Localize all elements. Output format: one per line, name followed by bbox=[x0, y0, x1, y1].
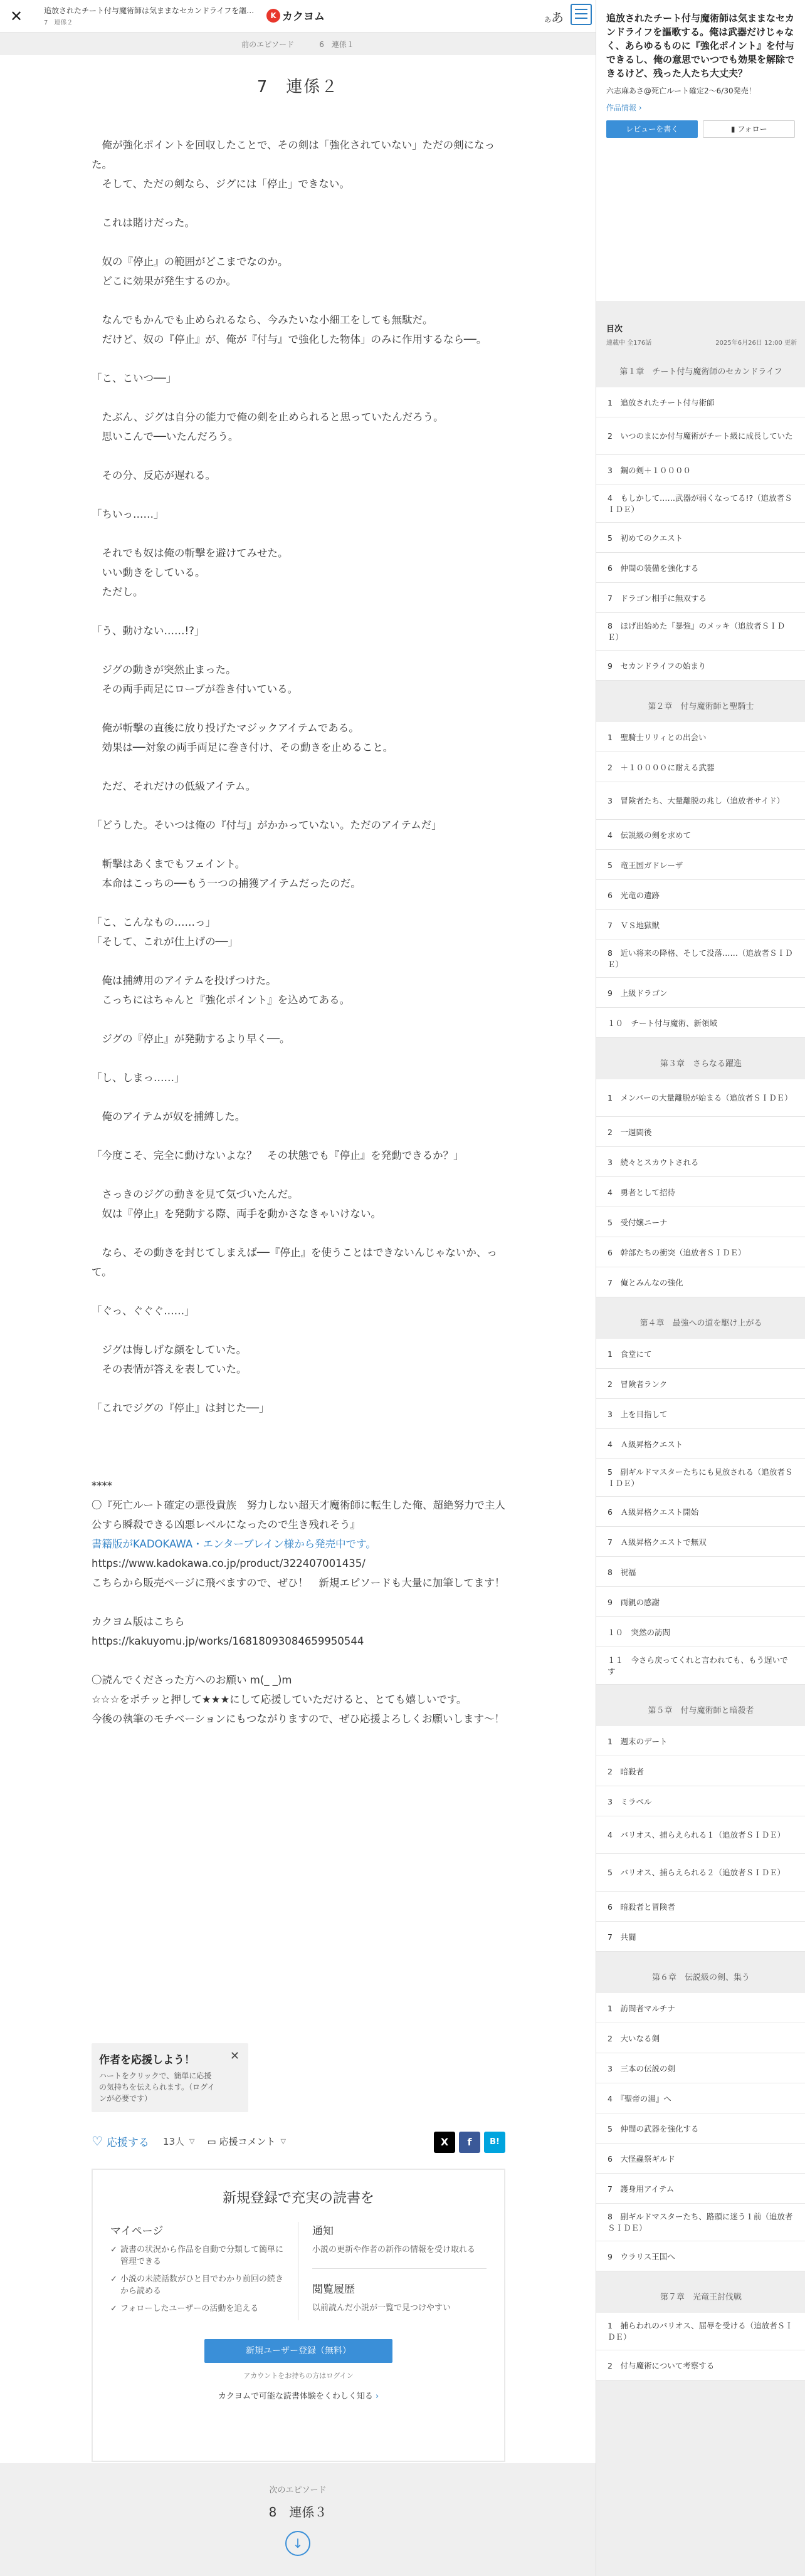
sidebar-work-header bbox=[596, 0, 805, 301]
toc-episode-link[interactable]: 9 ウラリス王国へ bbox=[596, 2241, 805, 2271]
toc-episode-link[interactable]: 9 セカンドライフの始まり bbox=[596, 651, 805, 681]
body-paragraph: 「これでジグの『停止』は封じた──」 bbox=[92, 1402, 270, 1414]
work-info-link[interactable]: 作品情報 › bbox=[606, 103, 642, 112]
body-paragraph: こっちにはちゃんと『強化ポイント』を込めてある。 bbox=[92, 994, 350, 1006]
body-paragraph bbox=[92, 233, 505, 252]
body-paragraph bbox=[92, 349, 505, 369]
toc-episode-link[interactable]: 5 仲間の武器を強化する bbox=[596, 2113, 805, 2144]
body-paragraph: ジグの動きが突然止まった。 bbox=[92, 664, 236, 676]
toc-episode-link[interactable]: 4 『聖帝の湯』へ bbox=[596, 2083, 805, 2113]
body-paragraph bbox=[92, 1457, 505, 1476]
body-paragraph: これは賭けだった。 bbox=[92, 217, 195, 229]
body-paragraph[interactable]: 書籍版がKADOKAWA・エンターブレイン様から発売中です。 bbox=[92, 1538, 376, 1550]
font-size-button[interactable] bbox=[544, 8, 564, 26]
body-paragraph bbox=[92, 1418, 505, 1437]
toc-episode-link[interactable]: 3 鋼の剣＋１００００ bbox=[596, 455, 805, 485]
body-paragraph: ジグは悔しげな顔をしていた。 bbox=[92, 1344, 247, 1356]
toc-episode-link[interactable]: 5 初めてのクエスト bbox=[596, 523, 805, 553]
toc-episode-link[interactable]: 4 Ａ級昇格クエスト bbox=[596, 1429, 805, 1459]
support-author-box bbox=[92, 2043, 248, 2112]
chevron-right-icon: › bbox=[375, 2392, 379, 2401]
mypage-item: ✓ 読書の状況から作品を自動で分類して簡単に管理できる bbox=[110, 2244, 287, 2268]
toc-chapter-title: 第２章 付与魔術師と聖騎士 bbox=[596, 692, 805, 722]
body-paragraph: それでも奴は俺の斬撃を避けてみせた。 bbox=[92, 547, 288, 559]
body-paragraph: 〇読んでくださった方へのお願い m(_ _)m bbox=[92, 1674, 292, 1686]
hatena-share-icon[interactable]: B! bbox=[484, 2132, 505, 2153]
close-icon[interactable]: ✕ bbox=[229, 2050, 239, 2063]
sidebar bbox=[596, 0, 805, 2576]
history-heading: 閲覧履歴 bbox=[312, 2283, 355, 2296]
body-paragraph: 「ちいっ……」 bbox=[92, 508, 164, 520]
body-paragraph: https://www.kadokawa.co.jp/product/322407001435/ bbox=[92, 1558, 366, 1569]
toc-chapter-title: 第４章 最強への道を駆け上がる bbox=[596, 1309, 805, 1339]
body-paragraph bbox=[92, 388, 505, 407]
mypage-heading: マイページ bbox=[110, 2225, 164, 2238]
body-paragraph: カクヨム版はこちら bbox=[92, 1616, 185, 1628]
toc-episode-link[interactable]: 6 Ａ級昇格クエスト開始 bbox=[596, 1497, 805, 1527]
login-note[interactable]: アカウントをお持ちの方はログイン bbox=[243, 2372, 354, 2380]
toc-episode-link[interactable]: 7 俺とみんなの強化 bbox=[596, 1267, 805, 1297]
body-paragraph bbox=[92, 446, 505, 466]
body-paragraph: ただ、それだけの低級アイテム。 bbox=[92, 780, 256, 792]
body-paragraph: そして、ただの剣なら、ジグには「停止」できない。 bbox=[92, 178, 350, 190]
heart-icon[interactable]: ♡ bbox=[92, 2134, 103, 2149]
toc-episode-link[interactable]: 1 聖騎士リリィとの出会い bbox=[596, 722, 805, 752]
toc-episode-link[interactable]: 6 光竜の遺跡 bbox=[596, 880, 805, 910]
learn-more-link[interactable] bbox=[110, 2389, 487, 2401]
toc-episode-link[interactable]: 8 副ギルドマスターたち、路頭に迷う１前（追放者ＳＩＤＥ） bbox=[596, 2204, 805, 2241]
ouen-button[interactable]: 応援する bbox=[106, 2136, 149, 2149]
notify-text: 小説の更新や作者の新作の情報を受け取れる bbox=[312, 2245, 476, 2254]
body-paragraph bbox=[92, 1165, 505, 1185]
work-title-header[interactable]: 追放されたチート付与魔術師は気ままなセカンドライフを謳… bbox=[44, 6, 255, 15]
body-paragraph bbox=[92, 194, 505, 213]
toc-episode-link[interactable]: 5 バリオス、捕らえられる２（追放者ＳＩＤＥ） bbox=[596, 1854, 805, 1892]
body-paragraph: 「どうした。そいつは俺の『付与』がかかっていない。ただのアイテムだ」 bbox=[92, 819, 442, 831]
kakuyomu-logo[interactable] bbox=[266, 8, 325, 23]
body-paragraph: ジグの『停止』が発動するより早く──。 bbox=[92, 1033, 290, 1045]
toc-chapter-title: 第５章 付与魔術師と暗殺者 bbox=[596, 1696, 805, 1726]
body-paragraph bbox=[92, 893, 505, 913]
share-buttons bbox=[434, 2132, 505, 2153]
body-paragraph bbox=[92, 641, 505, 660]
body-paragraph bbox=[92, 1379, 505, 1398]
body-paragraph bbox=[92, 1321, 505, 1340]
body-paragraph: なんでもかんでも止められるなら、今みたいな小細工をしても無駄だ。 bbox=[92, 314, 433, 326]
body-paragraph: 本命はこっちの──もう一つの捕獲アイテムだったのだ。 bbox=[92, 877, 361, 889]
body-paragraph bbox=[92, 1087, 505, 1107]
facebook-share-icon[interactable]: f bbox=[459, 2132, 480, 2153]
write-review-button[interactable]: レビューを書く bbox=[606, 120, 698, 138]
toc-episode-link[interactable]: １０ チート付与魔術、新領域 bbox=[596, 1008, 805, 1038]
body-paragraph: 俺が強化ポイントを回収したことで、その剣は「強化されていない」ただの剣になった。 bbox=[92, 139, 495, 170]
close-icon[interactable]: ✕ bbox=[9, 8, 23, 25]
body-paragraph: いい動きをしている。 bbox=[92, 567, 206, 579]
notify-heading: 通知 bbox=[312, 2225, 334, 2238]
work-info-label: 作品情報 bbox=[606, 103, 637, 112]
body-paragraph bbox=[92, 602, 505, 621]
ouen-count[interactable]: 13人 bbox=[162, 2135, 185, 2147]
table-of-contents bbox=[596, 357, 805, 2380]
toc-episode-link[interactable]: 1 メンバーの大量離脱が始まる（追放者ＳＩＤＥ） bbox=[596, 1079, 805, 1117]
chevron-down-icon[interactable]: ▽ bbox=[189, 2137, 195, 2145]
toc-episode-link[interactable]: 3 冒険者たち、大量離脱の兆し（追放者サイド） bbox=[596, 782, 805, 820]
toc-episode-link[interactable]: 2 冒険者ランク bbox=[596, 1369, 805, 1399]
body-paragraph bbox=[92, 1010, 505, 1029]
body-paragraph bbox=[92, 1223, 505, 1243]
arrow-down-icon[interactable]: ↓ bbox=[285, 2531, 310, 2556]
body-paragraph bbox=[92, 1049, 505, 1068]
mypage-item: ✓ 小説の未読話数がひと目でわかり前回の続きから読める bbox=[110, 2273, 287, 2297]
toc-episode-link[interactable]: 8 ほげ出始めた『暴強』のメッキ（追放者ＳＩＤＥ） bbox=[596, 613, 805, 651]
body-paragraph bbox=[92, 1651, 505, 1670]
body-paragraph: さっきのジグの動きを見て気づいたんだ。 bbox=[92, 1188, 298, 1200]
body-paragraph bbox=[92, 951, 505, 971]
support-text: ハートをクリックで、簡単に応援の気持ちを伝えられます。（ログインが必要です） bbox=[99, 2071, 215, 2103]
toc-episode-link[interactable]: 2 ＋１００００に耐える武器 bbox=[596, 752, 805, 782]
register-promo bbox=[92, 2169, 505, 2462]
follow-label: フォロー bbox=[737, 125, 767, 134]
body-paragraph: その分、反応が遅れる。 bbox=[92, 469, 216, 481]
font-size-small-glyph: あ bbox=[544, 16, 551, 24]
body-paragraph bbox=[92, 699, 505, 718]
register-title: 新規登録で充実の読書を bbox=[222, 2191, 374, 2206]
toc-chapter-title: 第７章 光竜王討伐戦 bbox=[596, 2283, 805, 2313]
register-button[interactable]: 新規ユーザー登録（無料） bbox=[204, 2339, 392, 2363]
toc-chapter-title: 第１章 チート付与魔術師のセカンドライフ bbox=[596, 357, 805, 387]
body-paragraph bbox=[92, 796, 505, 815]
toc-episode-link[interactable]: 3 ミラベル bbox=[596, 1786, 805, 1816]
body-paragraph: たぶん、ジグは自分の能力で俺の剣を止められると思っていたんだろう。 bbox=[92, 411, 444, 423]
comment-button[interactable] bbox=[208, 2135, 276, 2148]
top-bar bbox=[0, 0, 596, 33]
body-paragraph bbox=[92, 1282, 505, 1301]
toc-episode-link[interactable]: 3 上を目指して bbox=[596, 1399, 805, 1429]
toc-episode-link[interactable]: 3 続々とスカウトされる bbox=[596, 1147, 805, 1177]
toc-episode-link[interactable]: 2 付与魔術について考察する bbox=[596, 2350, 805, 2380]
x-share-icon[interactable]: X bbox=[434, 2132, 455, 2153]
toc-episode-link[interactable]: 4 もしかして……武器が弱くなってる!?（追放者ＳＩＤＥ） bbox=[596, 485, 805, 523]
next-episode-area[interactable] bbox=[0, 2463, 596, 2576]
body-paragraph bbox=[92, 1437, 505, 1457]
previous-episode-label: 前のエピソード bbox=[241, 39, 295, 49]
body-paragraph bbox=[92, 1126, 505, 1146]
toc-count: 連載中 全176話 bbox=[606, 340, 652, 347]
toc-episode-link[interactable]: 1 訪問者マルチナ bbox=[596, 1993, 805, 2023]
history-text: 以前読んだ小説が一覧で見つけやすい bbox=[312, 2303, 451, 2313]
toc-heading: 目次 bbox=[606, 325, 623, 334]
body-paragraph: だけど、奴の『停止』が、俺が『付与』で強化した物体」のみに作用するなら──。 bbox=[92, 333, 487, 345]
toc-episode-link[interactable]: 7 Ａ級昇格クエストで無双 bbox=[596, 1527, 805, 1557]
body-paragraph: 〇『死亡ルート確定の悪役貴族 努力しない超天才魔術師に転生した俺、超絶努力で主人公すら瞬殺できる凶悪レベルになったので生き残れそう』 bbox=[92, 1499, 505, 1531]
episode-title: 7 連係２ bbox=[256, 78, 339, 97]
body-paragraph: 効果は──対象の両手両足に巻き付け、その動きを止めること。 bbox=[92, 741, 394, 753]
toc-episode-link[interactable]: 2 いつのまにか付与魔術がチート級に成長していた bbox=[596, 417, 805, 455]
bookmark-icon: ▮ bbox=[730, 125, 738, 134]
body-paragraph: 「こ、こんなもの……っ」 bbox=[92, 916, 216, 928]
toc-episode-link[interactable]: 6 仲間の装備を強化する bbox=[596, 553, 805, 583]
body-paragraph bbox=[92, 757, 505, 777]
body-paragraph: 「う、動けない……!?」 bbox=[92, 625, 205, 637]
body-paragraph bbox=[92, 485, 505, 505]
toc-episode-link[interactable]: 9 両親の感謝 bbox=[596, 1587, 805, 1617]
logo-text: カクヨム bbox=[282, 11, 325, 23]
logo-mark-icon: K bbox=[266, 9, 280, 23]
body-paragraph: 俺が斬撃の直後に放り投げたマジックアイテムである。 bbox=[92, 722, 359, 734]
body-paragraph bbox=[92, 524, 505, 543]
toc-episode-link[interactable]: 6 大怪蟲祭ギルド bbox=[596, 2144, 805, 2174]
learn-more-label: カクヨムで可能な読書体験をくわしく知る bbox=[218, 2392, 373, 2401]
episode-body bbox=[92, 135, 505, 1729]
toc-episode-link[interactable]: 1 週末のデート bbox=[596, 1726, 805, 1756]
previous-episode-title: 6 連係１ bbox=[319, 39, 354, 49]
toc-episode-link[interactable]: 4 バリオス、捕らえられる１（追放者ＳＩＤＥ） bbox=[596, 1816, 805, 1854]
body-paragraph: 「今度こそ、完全に動けないよな？ その状態でも『停止』を発動できるか？」 bbox=[92, 1149, 464, 1161]
action-bar bbox=[92, 2128, 505, 2154]
sidebar-author[interactable]: 六志麻あさ@死亡ルート確定2〜6/30発売！ bbox=[606, 86, 756, 95]
toc-episode-link[interactable]: 5 竜王国ガドレーザ bbox=[596, 850, 805, 880]
support-title: 作者を応援しよう！ bbox=[99, 2054, 195, 2066]
toc-episode-link[interactable]: 7 ＶＳ地獄獣 bbox=[596, 910, 805, 940]
next-episode-label: 次のエピソード bbox=[269, 2486, 327, 2495]
body-paragraph: ただし。 bbox=[92, 586, 144, 598]
body-paragraph: こちらから販売ページに飛べますので、ぜひ！ 新規エピソードも大量に加筆してます！ bbox=[92, 1577, 505, 1589]
body-paragraph: 今後の執筆のモチベーションにもつながりますので、ぜひ応援よろしくお願いします～！ bbox=[92, 1713, 505, 1725]
body-paragraph: 思いこんで──いたんだろう。 bbox=[92, 431, 239, 442]
toc-episode-link[interactable]: 6 幹部たちの衝突（追放者ＳＩＤＥ） bbox=[596, 1237, 805, 1267]
toc-episode-link[interactable]: 9 上級ドラゴン bbox=[596, 978, 805, 1008]
toc-episode-link[interactable]: 8 近い将来の降格、そして没落……（追放者ＳＩＤＥ） bbox=[596, 940, 805, 978]
toc-episode-link[interactable]: 1 食堂にて bbox=[596, 1339, 805, 1369]
comment-label: 応援コメント bbox=[219, 2135, 276, 2147]
body-paragraph: 奴は『停止』を発動する際、両手を動かさなきゃいけない。 bbox=[92, 1208, 381, 1220]
toc-episode-link[interactable]: 2 一週間後 bbox=[596, 1117, 805, 1147]
toc-episode-link[interactable]: 7 護身用アイテム bbox=[596, 2174, 805, 2204]
toc-episode-link[interactable]: 6 暗殺者と冒険者 bbox=[596, 1892, 805, 1922]
next-episode-title[interactable]: 8 連係３ bbox=[268, 2505, 327, 2520]
toc-episode-link[interactable]: １１ 今さら戻ってくれと言われても、もう遅いです bbox=[596, 1647, 805, 1685]
body-paragraph: その表情が答えを表していた。 bbox=[92, 1363, 247, 1375]
font-size-glyph: あ bbox=[551, 10, 564, 25]
body-paragraph[interactable] bbox=[92, 1593, 505, 1612]
follow-button[interactable] bbox=[703, 120, 795, 138]
toc-episode-link[interactable]: 5 副ギルドマスターたちにも見放される（追放者ＳＩＤＥ） bbox=[596, 1459, 805, 1497]
toc-episode-link[interactable]: 1 追放されたチート付与術師 bbox=[596, 387, 805, 417]
mypage-item: ✓ フォローしたユーザーの活動を追える bbox=[110, 2303, 287, 2315]
toc-episode-link[interactable]: 7 ドラゴン相手に無双する bbox=[596, 583, 805, 613]
body-paragraph: 斬撃はあくまでもフェイント。 bbox=[92, 858, 246, 870]
body-paragraph: 「こ、こいつ──」 bbox=[92, 372, 177, 384]
episode-subtitle-header: 7 連係２ bbox=[44, 19, 73, 26]
toc-episode-link[interactable]: 8 祝福 bbox=[596, 1557, 805, 1587]
toc-chapter-title: 第６章 伝説級の剣、集う bbox=[596, 1963, 805, 1993]
body-paragraph: **** bbox=[92, 1480, 112, 1492]
body-paragraph: 「し、しまっ……」 bbox=[92, 1072, 185, 1084]
toc-episode-link[interactable]: 4 勇者として招待 bbox=[596, 1177, 805, 1207]
sidebar-work-title[interactable]: 追放されたチート付与魔術師は気ままなセカンドライフを謳歌する。俺は武器だけじゃなく、あらゆるものに『強化ポイント』を付与できるし、俺の意思でいつでも効果を解除できるけど、残った人たち大丈夫？ bbox=[606, 13, 795, 79]
body-paragraph: ☆☆☆をポチッと押して★★★にして応援していただけると、とても嬉しいです。 bbox=[92, 1694, 467, 1705]
toc-episode-link[interactable]: １０ 突然の訪問 bbox=[596, 1617, 805, 1647]
body-paragraph: 俺は捕縛用のアイテムを投げつけた。 bbox=[92, 975, 276, 987]
toc-episode-link[interactable]: 1 捕らわれのバリオス、屈辱を受ける（追放者ＳＩＤＥ） bbox=[596, 2313, 805, 2350]
body-paragraph: 「そして、これが仕上げの──」 bbox=[92, 936, 239, 948]
menu-icon[interactable] bbox=[571, 4, 592, 25]
previous-episode-nav[interactable] bbox=[0, 33, 596, 55]
body-paragraph: 奴の『停止』の範囲がどこまでなのか。 bbox=[92, 256, 288, 268]
body-paragraph: 「ぐっ、ぐぐぐ……」 bbox=[92, 1305, 195, 1317]
body-paragraph: なら、その動きを封じてしまえば──『停止』を使うことはできないんじゃないか、って。 bbox=[92, 1247, 497, 1278]
comment-icon: ▭ bbox=[207, 2135, 219, 2147]
body-paragraph: 俺のアイテムが奴を捕縛した。 bbox=[92, 1111, 246, 1123]
toc-episode-link[interactable]: 7 共闘 bbox=[596, 1922, 805, 1952]
body-paragraph bbox=[92, 835, 505, 854]
toc-episode-link[interactable]: 4 伝説級の剣を求めて bbox=[596, 820, 805, 850]
toc-chapter-title: 第３章 さらなる躍進 bbox=[596, 1049, 805, 1079]
toc-episode-link[interactable]: 5 受付嬢ニーナ bbox=[596, 1207, 805, 1237]
toc-updated: 2025年6月26日 12:00 更新 bbox=[715, 340, 797, 347]
body-paragraph bbox=[92, 291, 505, 310]
body-paragraph: どこに効果が発生するのか。 bbox=[92, 275, 236, 287]
toc-episode-link[interactable]: 2 大いなる剣 bbox=[596, 2023, 805, 2053]
chevron-down-icon[interactable]: ▽ bbox=[280, 2137, 286, 2145]
toc-episode-link[interactable]: 2 暗殺者 bbox=[596, 1756, 805, 1786]
body-paragraph: https://kakuyomu.jp/works/16818093084659950544 bbox=[92, 1635, 364, 1647]
body-paragraph: その両手両足にロープが巻き付いている。 bbox=[92, 683, 298, 695]
toc-episode-link[interactable]: 3 三本の伝説の剣 bbox=[596, 2053, 805, 2083]
